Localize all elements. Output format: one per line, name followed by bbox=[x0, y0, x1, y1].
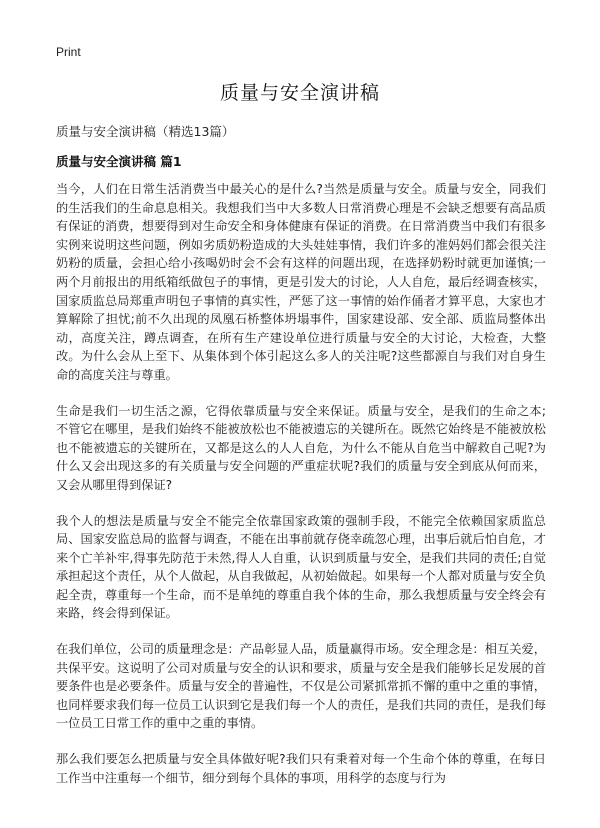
document-subtitle: 质量与安全演讲稿（精选13篇） bbox=[56, 124, 235, 139]
body-paragraph-1: 当今，人们在日常生活消费当中最关心的是什么?当然是质量与安全。质量与安全，同我们的生活我们的生命息息相关。我想我们当中大多数人日常消费心理是不会缺乏想要有高品质有保证的消费，想要得到对生命安全和身体健康有保证的消费。在日常消费当中我们有很多实例来说明这些问题，例如劣质奶粉造成的大头娃娃事情，我们许多的准妈妈们都会很关注奶粉的质量，会担心给小孩喝奶时会不会有这样的问题出现，在选择奶粉时就更加谨慎;一两个月前报出的用纸箱纸做包子的事情，更是引发大的讨论，人人自危，最后经调查核实，国家质监总局郑重声明包子事情的真实性，严惩了这一事情的始作俑者才算平息，大家也才算解除了担忧;前不久出现的凤凰石桥整体坍塌事件，国家建设部、安全部、质监局整体出动，高度关注，蹲点调查，在所有生产建设单位进行质量与安全的大讨论，大检查，大整改。为什么会从上至下、从集体到个体引起这么多人的关注呢?这些都源自与我们对自身生命的高度关注与尊重。 bbox=[56, 182, 546, 382]
body-paragraph-5: 那么我们要怎么把质量与安全具体做好呢?我们只有秉着对每一个生命个体的尊重，在每日工作当中注重每一个细节，细分到每个具体的事项，用科学的态度与行为 bbox=[56, 752, 546, 785]
print-link[interactable]: Print bbox=[56, 45, 81, 59]
document-body bbox=[56, 180, 546, 804]
body-paragraph-2: 生命是我们一切生活之源，它得依靠质量与安全来保证。质量与安全，是我们的生命之本;不管它在哪里，是我们始终不能被放松也不能被遗忘的关键所在。既然它始终是不能被放松也不能被遗忘的关键所在，又都是这么的人人自危，为什么不能从自危当中解救自己呢?为什么又会出现这多的有关质量与安全问题的严重症状呢?我们的质量与安全到底从何而来，又会从哪里得到保证? bbox=[56, 403, 546, 492]
document-title: 质量与安全演讲稿 bbox=[219, 82, 380, 104]
body-paragraph-4: 在我们单位，公司的质量理念是：产品彰显人品，质量赢得市场。安全理念是：相互关爱，共保平安。这说明了公司对质量与安全的认识和要求，质量与安全是我们能够长足发展的首要条件也是必要条件。质量与安全的普遍性，不仅是公司紧抓常抓不懈的重中之重的事情，也同样要求我们每一位员工认识到它是我们每一个人的责任，是我们共同的责任，是我们每一位员工日常工作的重中之重的事情。 bbox=[56, 642, 546, 731]
section-heading: 质量与安全演讲稿 篇1 bbox=[56, 154, 182, 169]
body-paragraph-3: 我个人的想法是质量与安全不能完全依靠国家政策的强制手段，不能完全依赖国家质监总局、国家安监总局的监督与调查，不能在出事前就存侥幸疏忽心理，出事后就后怕自危，才来个亡羊补牢,得事先防范于未然,得人人自重，认识到质量与安全，是我们共同的责任;自觉承担起这个责任，从个人做起，从自我做起，从初始做起。如果每一个人都对质量与安全负起全责，尊重每一个生命，而不是单纯的尊重自我个体的生命，那么我想质量与安全终会有来路，终会得到保证。 bbox=[56, 513, 546, 621]
